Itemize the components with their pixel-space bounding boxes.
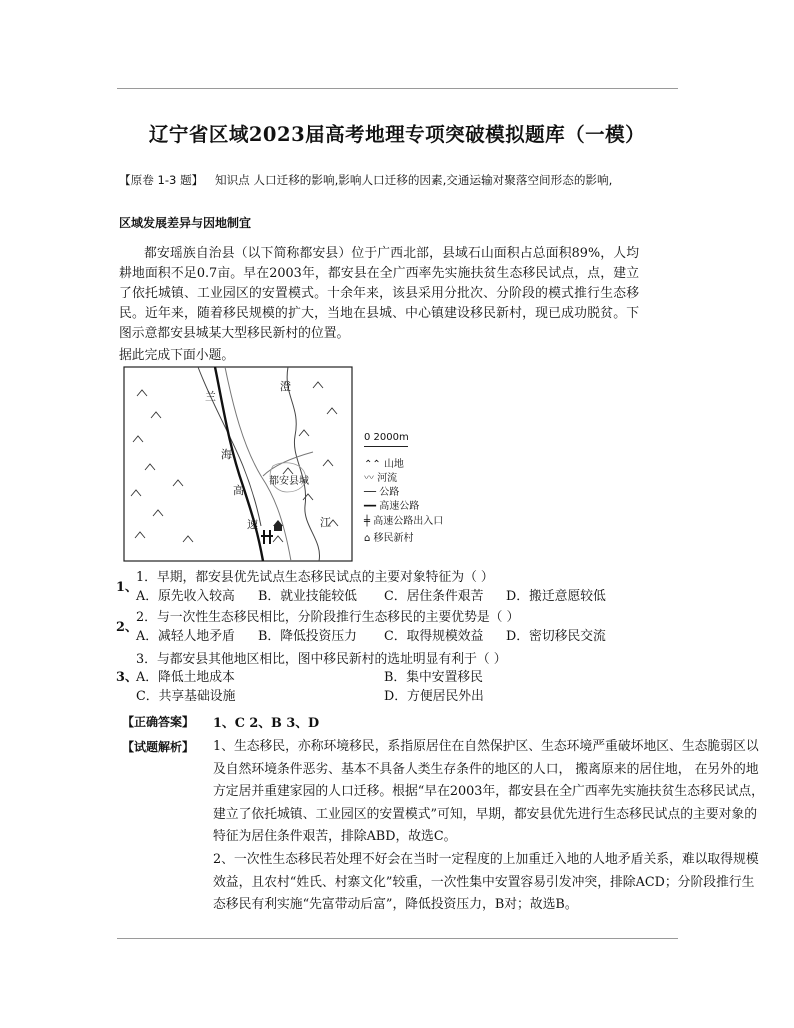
q2-option-c: C．取得规模效益 xyxy=(384,629,484,644)
answer-text: 1、C 2、B 3、D xyxy=(213,716,320,731)
map-label-cheng: 澄 xyxy=(280,380,291,393)
scale-bar: 0 2000m xyxy=(364,432,409,443)
q3-option-d: D．方便居民外出 xyxy=(384,689,484,704)
map-label-lan: 兰 xyxy=(205,390,216,403)
q1-number: 1、 xyxy=(116,580,138,595)
q2-option-a: A．减轻人地矛盾 xyxy=(136,629,235,644)
q2-option-d: D．密切移民交流 xyxy=(506,629,606,644)
map-label-su: 速 xyxy=(247,518,258,531)
q1-option-c: C．居住条件艰苦 xyxy=(384,589,484,604)
analysis-paragraph-2: 2、一次性生态移民若处理不好会在当时一定程度的上加重迁入地的人地矛盾关系，难以取得规模效益，且农村“姓氏、村寨文化”较重，一次性集中安置容易引发冲突，排除ACD；分阶段推行生态移民有利实施“先富带动后富”，降低投资压力，B对；故选B。 xyxy=(213,851,759,913)
legend-mountain: ⌃⌃ 山地 xyxy=(364,459,404,470)
scale-line xyxy=(364,446,408,447)
map-frame xyxy=(124,367,352,561)
q3-option-a: A．降低土地成本 xyxy=(136,670,235,685)
legend-exit: ╪ 高速公路出入口 xyxy=(364,516,444,527)
q3-option-b: B．集中安置移民 xyxy=(384,670,483,685)
legend-road: ── 公路 xyxy=(364,487,400,498)
analysis-label: 【试题解析】 xyxy=(122,740,195,754)
highway-exit-icon xyxy=(261,530,273,544)
bottom-rule xyxy=(117,938,678,939)
analysis-paragraph-1: 1、生态移民，亦称环境移民，系指原居住在自然保护区、生态环境严重破坏地区、生态脆弱区以及自然环境条件恶劣、基本不具备人类生存条件的地区的人口， 搬离原来的居住地， 在另外的地方定居并重建家园的人口迁移。根据“早在2003年，都安县在全广西率先实施扶贫生态移民试点，建立了依托城镇、工业园区的安置模式”可知，早期，都安县优先进行生态移民试点的主要对象的特征为居住条件艰苦，排除ABD，故选C。 xyxy=(213,739,764,845)
legend-highway: ━━ 高速公路 xyxy=(364,501,420,512)
map-label-hai: 海 xyxy=(221,448,232,461)
top-rule xyxy=(117,88,678,89)
river-cheng xyxy=(287,367,319,561)
map-label-county: 都安县城 xyxy=(269,476,309,487)
passage: 都安瑶族自治县（以下简称都安县）位于广西北部，县域石山面积占总面积89%，人均耕地面积不足0.7亩。早在2003年，都安县在全广西率先实施扶贫生态移民试点，点，建立了依托城镇、工业园区的安置模式。十余年来，该县采用分批次、分阶段的模式推行生态移民。近年来，随着移民规模的扩大，当地在县城、中心镇建设移民新村，现已成功脱贫。下图示意都安县城某大型移民新村的位置。 xyxy=(119,246,639,341)
analysis-body xyxy=(213,736,765,917)
q3-option-c: C．共享基础设施 xyxy=(136,689,236,704)
highway xyxy=(215,367,263,561)
q2-option-b: B．降低投资压力 xyxy=(258,629,357,644)
q1-stem: 1．早期，都安县优先试点生态移民试点的主要对象特征为（ ） xyxy=(136,570,494,585)
knowledge-points: 知识点 人口迁移的影响,影响人口迁移的因素,交通运输对聚落空间形态的影响, xyxy=(214,173,613,187)
legend-village: ⌂ 移民新村 xyxy=(364,533,414,544)
q2-number: 2、 xyxy=(116,620,138,635)
map-figure xyxy=(123,366,353,562)
legend-river: 〰 河流 xyxy=(364,473,398,484)
map-label-jiang: 江 xyxy=(320,516,331,529)
source-tag: 【原卷 1-3 题】 xyxy=(119,173,204,187)
q3-number: 3、 xyxy=(116,670,138,685)
prompt: 据此完成下面小题。 xyxy=(119,348,235,363)
map-label-gao: 高 xyxy=(233,484,244,497)
meta-line xyxy=(119,172,612,188)
q1-option-d: D．搬迁意愿较低 xyxy=(506,589,606,604)
section-heading: 区域发展差异与因地制宜 xyxy=(119,216,252,230)
q1-option-b: B．就业技能较低 xyxy=(258,589,357,604)
page-title: 辽宁省区域2023届高考地理专项突破模拟题库（一模） xyxy=(148,123,646,146)
q1-option-a: A．原先收入较高 xyxy=(136,589,235,604)
q2-stem: 2．与一次性生态移民相比，分阶段推行生态移民的主要优势是（ ） xyxy=(136,610,520,625)
answer-label: 【正确答案】 xyxy=(122,715,195,729)
q3-stem: 3．与都安县其他地区相比，图中移民新村的选址明显有利于（ ） xyxy=(136,652,507,667)
